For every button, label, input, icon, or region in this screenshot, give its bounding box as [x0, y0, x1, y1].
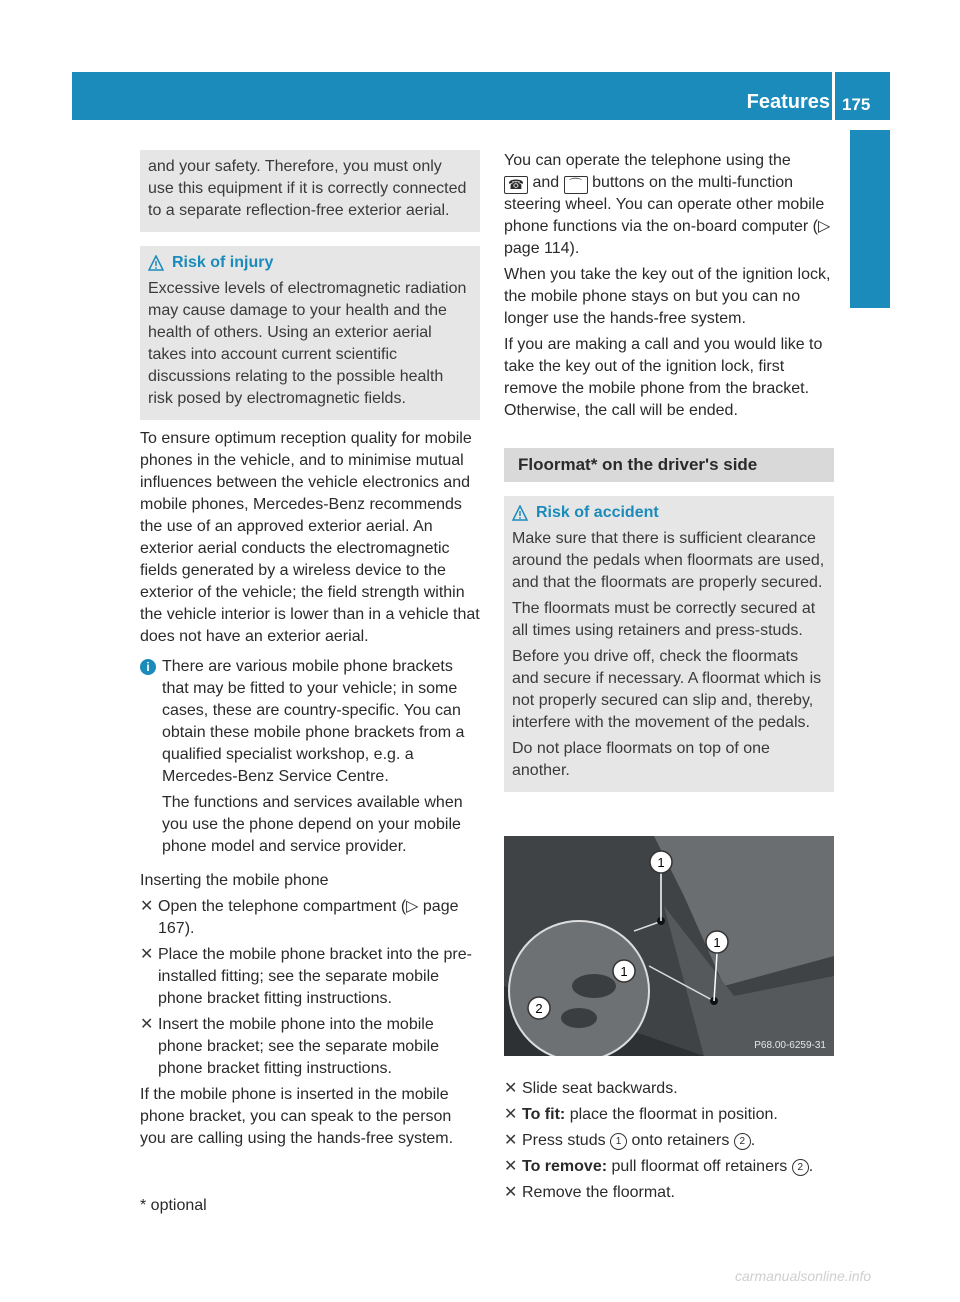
continued-warning-box: [140, 150, 480, 232]
key-paragraph: When you take the key out of the ignition lock, the mobile phone stays on but you can no longer use the hands-free system.: [504, 266, 831, 327]
step-text: .: [808, 1158, 814, 1175]
call-paragraph: If you are making a call and you would like to take the key out of the ignition lock, first remove the mobile phone from the bracket. Otherwise, the call will be ended.: [504, 336, 823, 419]
step-text: .: [750, 1132, 756, 1149]
step-item: [504, 1156, 834, 1178]
info-note-text-1: There are various mobile phone brackets that may be fitted to your vehicle; in some cases, these are country-specific. You can obtain these mobile phone brackets from a qualified specialist workshop, e.g. a Mercedes-Benz Service Centre.: [162, 658, 465, 785]
step-text: pull floormat off retainers: [611, 1158, 788, 1175]
info-icon: i: [140, 659, 156, 675]
step-text: place the floormat in position.: [569, 1106, 778, 1123]
operate-text-and: and: [532, 174, 560, 191]
floormat-illustration: [504, 836, 834, 1056]
accident-warning-heading: [512, 502, 826, 524]
step-item: [504, 1182, 834, 1204]
floormat-figure: [504, 836, 834, 1056]
figure-code: P68.00-6259-31: [754, 1040, 826, 1051]
step-item: [504, 1078, 834, 1100]
injury-warning-heading: [148, 252, 472, 274]
step-text: Insert the mobile phone into the mobile phone bracket; see the separate mobile phone bracket fitting instructions.: [158, 1016, 440, 1077]
watermark: carmanualsonline.info: [735, 1268, 872, 1284]
callout-label: 1: [713, 935, 721, 950]
page-number: 175: [842, 95, 871, 114]
injury-warning-box: [140, 246, 480, 420]
step-arrow-icon: ✕: [504, 1080, 518, 1097]
side-tab-label: [852, 264, 888, 300]
step-text: Open the telephone compartment (▷ page 167).: [158, 898, 459, 937]
step-label: To remove:: [522, 1158, 608, 1175]
accident-warning-text: Make sure that there is sufficient clearance around the pedals when floormats are used, and that the floormats are properly secured.: [512, 530, 825, 591]
circled-number-icon: 1: [610, 1133, 627, 1150]
step-item: [504, 1130, 834, 1152]
step-text: Slide seat backwards.: [522, 1080, 678, 1097]
info-note-text-2: The functions and services available when you use the phone depend on your mobile phone model and service provider.: [162, 794, 463, 855]
step-item: [140, 944, 480, 1010]
accident-warning-title: Risk of accident: [536, 504, 659, 521]
info-note: [140, 656, 480, 788]
accident-warning-box: [504, 496, 834, 792]
step-arrow-icon: ✕: [504, 1158, 518, 1175]
header-divider: [832, 72, 835, 120]
step-arrow-icon: ✕: [504, 1132, 518, 1149]
accident-warning-text: The floormats must be correctly secured at all times using retainers and press-studs.: [512, 600, 816, 639]
phone-accept-icon: ☎: [504, 176, 528, 194]
step-arrow-icon: ✕: [140, 898, 154, 915]
operate-text-post: buttons on the multi-function steering wheel. You can operate other mobile phone functions via the on-board computer (▷ page 114).: [504, 174, 831, 257]
step-item: [140, 1014, 480, 1080]
operate-text-pre: You can operate the telephone using the: [504, 152, 791, 169]
accident-warning-text: Do not place floormats on top of one another.: [512, 740, 770, 779]
section-heading: Floormat* on the driver's side: [504, 448, 834, 482]
step-arrow-icon: ✕: [140, 946, 154, 963]
step-arrow-icon: ✕: [504, 1184, 518, 1201]
callout-label: 1: [657, 855, 665, 870]
callout-label: 1: [620, 964, 628, 979]
circled-number-icon: 2: [734, 1133, 751, 1150]
operate-paragraph: [504, 150, 834, 260]
phone-hangup-icon: ⌒: [564, 176, 588, 194]
inserting-heading: Inserting the mobile phone: [140, 872, 329, 889]
step-item: [140, 896, 480, 940]
step-arrow-icon: ✕: [140, 1016, 154, 1033]
right-column: [504, 150, 834, 1208]
reception-paragraph: To ensure optimum reception quality for mobile phones in the vehicle, and to minimise mutual influences between the vehicle electronics and mobile phones, Mercedes-Benz recommends the use of an approved exterior aerial. An exterior aerial conducts the electromagnetic fields generated by a wireless device to the exterior of the vehicle; the field strength within the vehicle interior is lower than in a vehicle that does not have an exterior aerial.: [140, 430, 480, 645]
step-label: To fit:: [522, 1106, 566, 1123]
step-text: Remove the floormat.: [522, 1184, 675, 1201]
left-column: [140, 150, 480, 1154]
continued-warning-text: and your safety. Therefore, you must only use this equipment if it is correctly connected to a separate reflection-free exterior aerial.: [148, 158, 467, 219]
injury-warning-title: Risk of injury: [172, 254, 274, 271]
step-text: onto retainers: [631, 1132, 730, 1149]
injury-warning-text: Excessive levels of electromagnetic radiation may cause damage to your health and the health of others. Using an exterior aerial takes into account current scientific discussions relating to the possible health risk posed by electromagnetic fields.: [148, 280, 467, 407]
callout-label: 2: [535, 1001, 543, 1016]
step-text: Press studs: [522, 1132, 606, 1149]
closing-paragraph: If the mobile phone is inserted in the mobile phone bracket, you can speak to the person you are calling using the hands-free system.: [140, 1086, 454, 1147]
header-title: Features: [746, 91, 830, 113]
footnote: * optional: [140, 1197, 207, 1214]
circled-number-icon: 2: [792, 1159, 809, 1176]
step-arrow-icon: ✕: [504, 1106, 518, 1123]
step-text: Place the mobile phone bracket into the pre-installed fitting; see the separate mobile phone bracket fitting instructions.: [158, 946, 472, 1007]
warning-triangle-icon: [512, 505, 528, 521]
accident-warning-text: Before you drive off, check the floormats and secure if necessary. A floormat which is not properly secured can slip and, thereby, interfere with the movement of the pedals.: [512, 648, 822, 731]
warning-triangle-icon: [148, 255, 164, 271]
step-item: [504, 1104, 834, 1126]
